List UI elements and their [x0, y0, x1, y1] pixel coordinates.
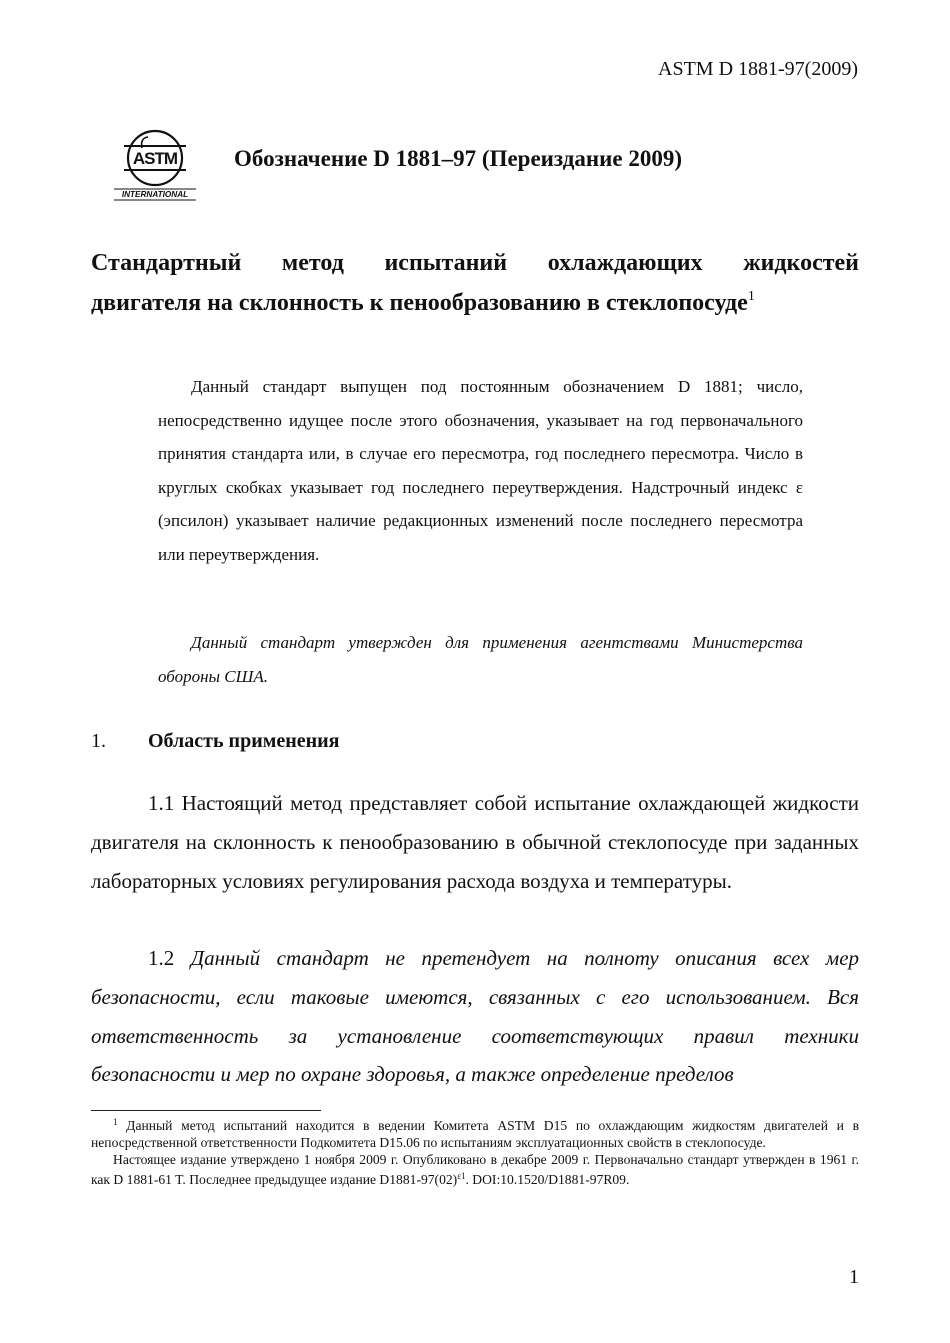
footnotes: [91, 1114, 859, 1189]
footnote-edition: [91, 1152, 859, 1190]
paragraph-1-2: [91, 939, 859, 1094]
document-title-line-1: Стандартный метод испытаний охлаждающих жидкостей: [91, 250, 859, 276]
paragraph-1-1: [91, 784, 859, 900]
footnote-text: Настоящее издание утверждено 1 ноября 2009 г. Опубликовано в декабре 2009 г. Первоначально стандарт утвержден в 1961 г. как D 1881-61 T. Последнее предыдущее издание D1881-97(02): [91, 1151, 859, 1188]
note-text: Данный стандарт утвержден для применения агентствами Министерства обороны США.: [158, 633, 803, 686]
paragraph-text: Настоящий метод представляет собой испытание охлаждающей жидкости двигателя на склонность к пенообразованию в обычной стеклопосуде при заданных лабораторных условиях регулирования расхода воздуха и температуры.: [91, 791, 859, 893]
section-title: Область применения: [148, 730, 340, 752]
title-footnote-ref: 1: [747, 289, 755, 304]
document-designation: Обозначение D 1881–97 (Переиздание 2009): [234, 146, 683, 171]
footnote-separator: [91, 1110, 321, 1111]
footnote-mark: 1: [113, 1117, 118, 1127]
paragraph-number: 1.1: [148, 791, 175, 815]
svg-text:ASTM: ASTM: [132, 149, 178, 168]
svg-text:INTERNATIONAL: INTERNATIONAL: [121, 190, 189, 199]
astm-logo: [112, 128, 198, 202]
section-number: 1.: [91, 730, 106, 752]
document-title-line-2: [91, 289, 859, 317]
title-text: двигателя на склонность к пенообразованию в стеклопосуде: [91, 290, 748, 316]
footnote-1: [91, 1114, 859, 1152]
standard-designation-note: [158, 370, 803, 571]
paragraph-text: Данный стандарт не претендует на полноту описания всех мер безопасности, если таковые имеются, связанных с его использованием. Вся ответственность за установление соответствующих правил техники безопасности и мер по охране здоровья, а также определение пределов: [91, 946, 860, 1087]
footnote-text: Данный метод испытаний находится в ведении Комитета ASTM D15 по охлаждающим жидкостям двигателей и в непосредственной ответственности Подкомитета D15.06 по испытаниям эксплуатационных свойств в стеклопосуде.: [91, 1118, 859, 1150]
page-number: 1: [849, 1266, 859, 1288]
footnote-doi: . DOI:10.1520/D1881-97R09.: [465, 1172, 630, 1188]
note-text: Данный стандарт выпущен под постоянным обозначением D 1881; число, непосредственно идущее после этого обозначения, указывает на год первоначального принятия стандарта или, в случае его пересмотра, год последнего пересмотра. Число в круглых скобках указывает год последнего переутверждения. Надстрочный индекс ε (эпсилон) указывает наличие редакционных изменений после последнего пересмотра или переутверждения.: [158, 377, 803, 564]
dod-approval-note: [158, 626, 803, 693]
footnote-superscript: ε1: [457, 1171, 466, 1182]
document-code: ASTM D 1881-97(2009): [658, 58, 858, 80]
paragraph-number: 1.2: [148, 946, 175, 970]
